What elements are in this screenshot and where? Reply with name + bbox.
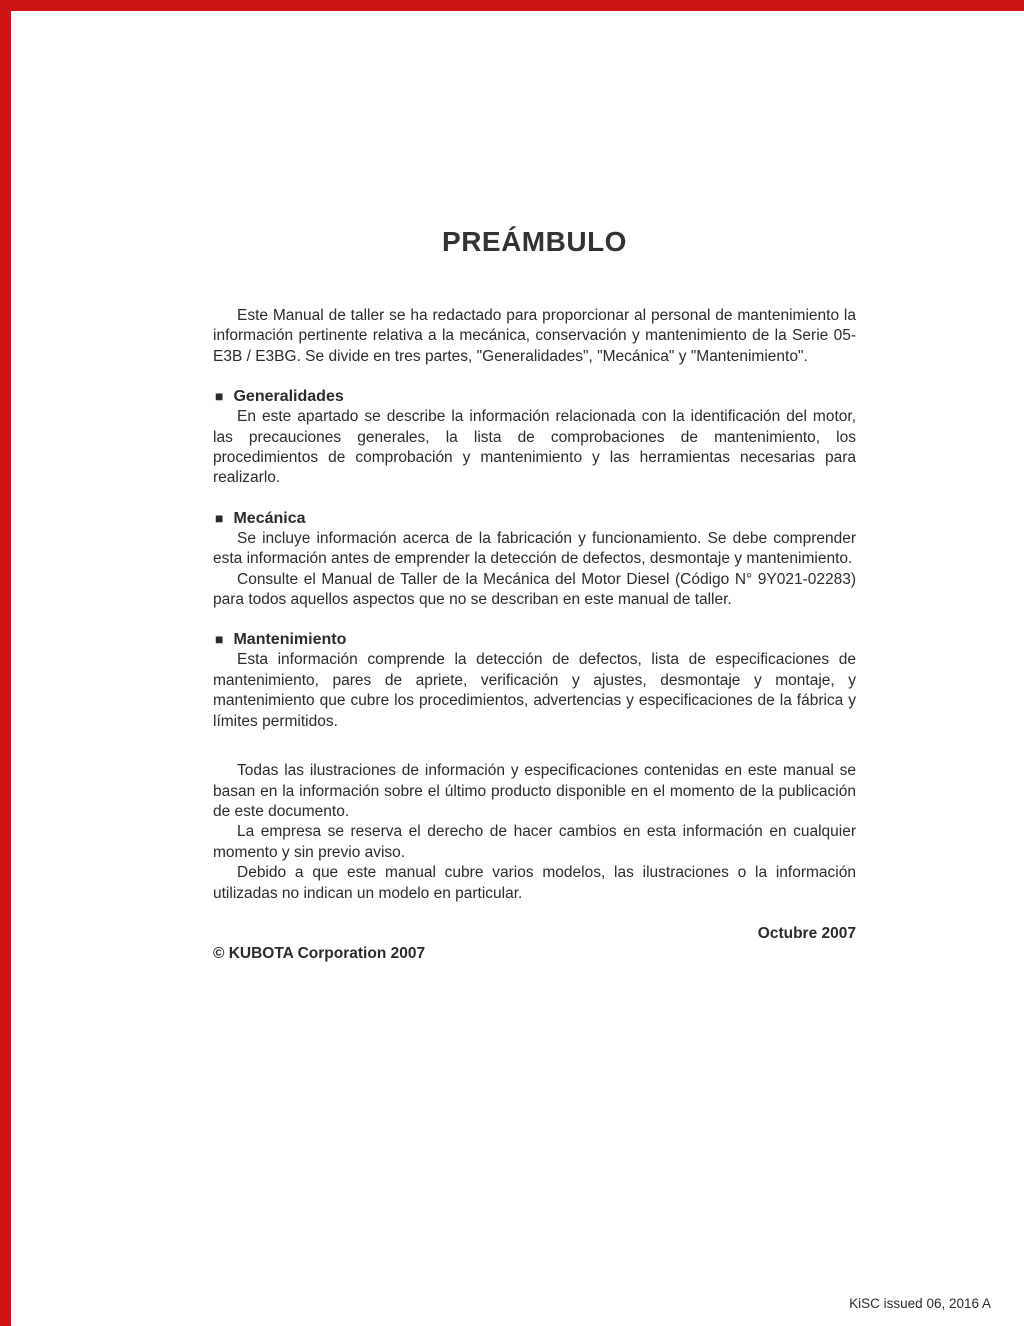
square-bullet-icon: ■ [215,388,224,405]
closing-paragraph: Todas las ilustraciones de información y especificaciones contenidas en este manual se basan en la información sobre el último producto disponible en el momento de la publicación de este documento. [213,762,856,820]
closing-paragraph: La empresa se reserva el derecho de hacer cambios en esta información en cualquier momento y sin previo aviso. [213,823,856,861]
copyright-notice: © KUBOTA Corporation 2007 [213,944,426,962]
section-heading [215,388,856,406]
section-generalidades [213,388,856,489]
square-bullet-icon: ■ [215,631,224,648]
document-content [213,0,856,963]
section-paragraph: Esta información comprende la detección de defectos, lista de especificaciones de mantenimiento, pares de apriete, verificación y ajustes, desmontaje y montaje, y mantenimiento que cubre los procedimientos, advertencias y especificaciones de la fábrica y límites permitidos. [213,651,856,730]
section-paragraph: Se incluye información acerca de la fabricación y funcionamiento. Se debe comprender esta información antes de emprender la detección de defectos, desmontaje y mantenimiento. [213,529,856,568]
section-mantenimiento [213,631,856,732]
closing-paragraphs [213,761,856,904]
intro-paragraph: Este Manual de taller se ha redactado para proporcionar al personal de mantenimiento la información pertinente relativa a la mecánica, conservación y mantenimiento de la Serie 05-E3B / E3BG. Se divide en tres partes, "Generalidades", "Mecánica" y "Mantenimiento". [213,307,856,365]
section-title: Mantenimiento [233,631,347,649]
publication-date: Octubre 2007 [757,924,856,942]
section-title: Mecánica [233,509,306,527]
page-title: PREÁMBULO [442,226,627,257]
section-paragraph: Consulte el Manual de Taller de la Mecánica del Motor Diesel (Código N° 9Y021-02283) para todos aquellos aspectos que no se describan en este manual de taller. [213,570,856,609]
section-mecanica [213,510,856,611]
section-heading [215,510,856,528]
issue-note: KiSC issued 06, 2016 A [849,1296,991,1311]
closing-paragraph: Debido a que este manual cubre varios modelos, las ilustraciones o la información utilizadas no indican un modelo en particular. [213,864,856,902]
section-title: Generalidades [233,388,344,406]
section-heading [215,631,856,649]
square-bullet-icon: ■ [215,509,224,526]
section-paragraph: En este apartado se describe la información relacionada con la identificación del motor, las precauciones generales, la lista de comprobaciones de mantenimiento, los procedimientos de comprobación y mantenimiento y las herramientas necesarias para realizarlo. [213,408,856,487]
left-border [0,0,11,1326]
